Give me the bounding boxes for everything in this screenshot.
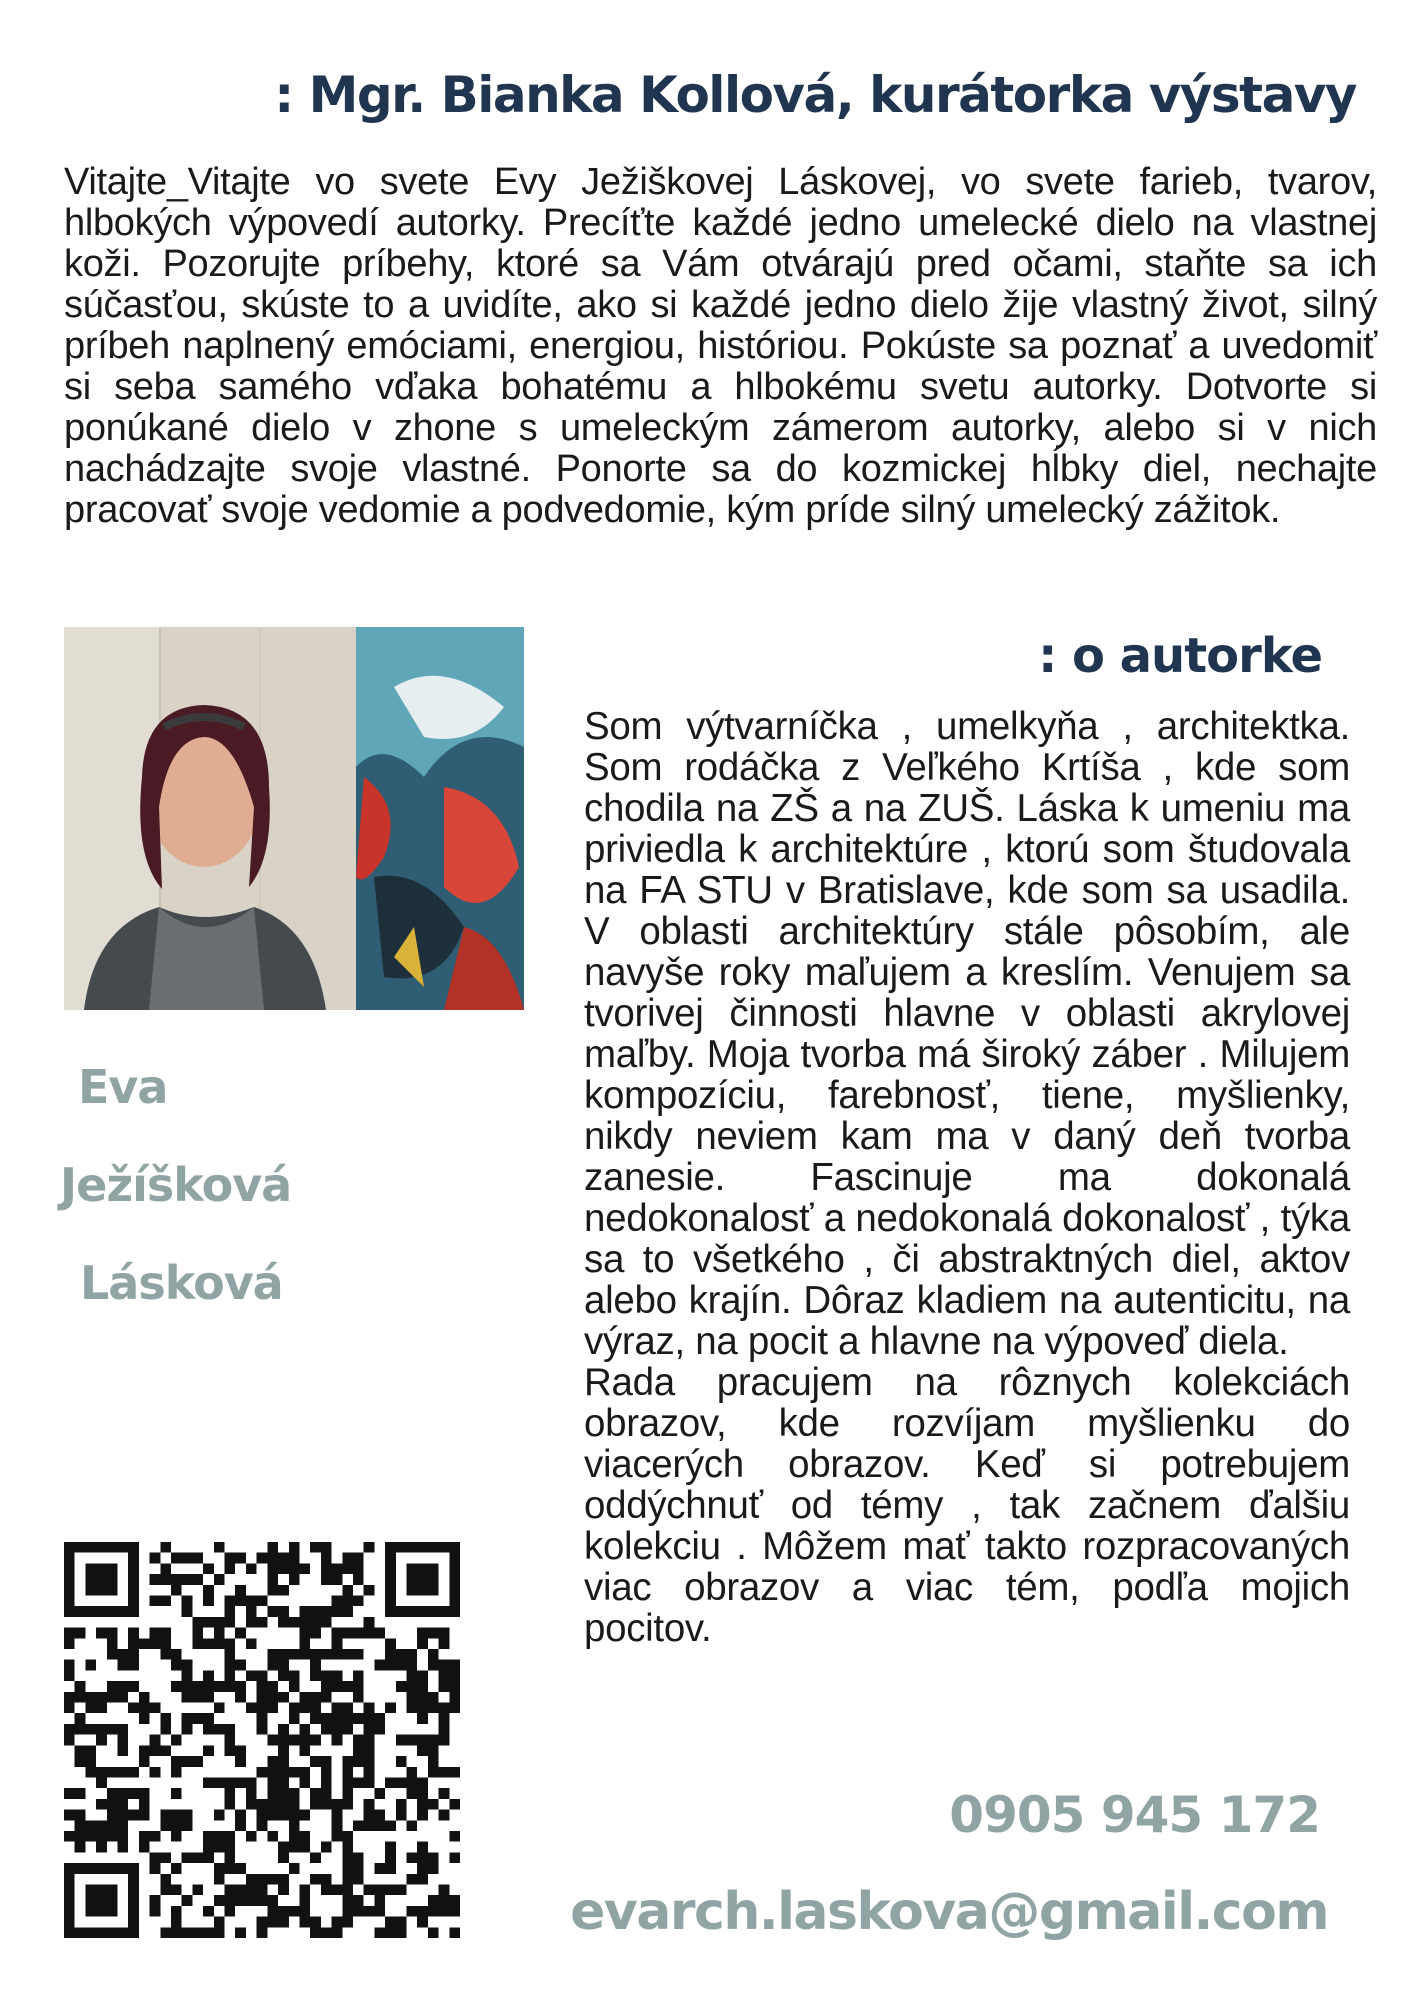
intro-paragraph: Vitajte_Vitajte vo svete Evy Ježiškovej Láskovej, vo svete farieb, tvarov, hlbokých výpovedí autorky. Precíťte každé jedno umelecké dielo na vlastnej koži. Pozorujte príbehy, ktoré sa Vám otvárajú pred očami, staňte sa ich súčasťou, skúste to a uvidíte, ako si každé jedno dielo žije vlastný život, silný príbeh naplnený emóciami, energiou, históriou. Pokúste sa poznať a uvedomiť si seba samého vďaka bohatému a hlbokému svetu autorky. Dotvorte si ponúkané dielo v zhone s umeleckým zámerom autorky, alebo si v nich nachádzajte svoje vlastné. Ponorte sa do kozmickej hĺbky diel, nechajte pracovať svoje vedomie a podvedomie, kým príde silný umelecký zážitok. <box>64 161 1377 531</box>
phone-number[interactable]: 0905 945 172 <box>949 1786 1320 1844</box>
author-photo <box>64 627 524 1010</box>
author-last-name: Lásková <box>80 1256 283 1310</box>
about-paragraph-1: Som výtvarníčka , umelkyňa , architektka. Som rodáčka z Veľkého Krtíša , kde som chodila na ZŠ a na ZUŠ. Láska k umeniu ma priviedla k architektúre , ktorú som študovala na FA STU v Bratislave, kde som sa usadila. V oblasti architektúry stále pôsobím, ale navyše roky maľujem a kreslím. Venujem sa tvorivej činnosti hlavne v oblasti akrylovej maľby. Moja tvorba má široký záber . Milujem kompozíciu, farebnosť, tiene, myšlienky, nikdy neviem kam ma v daný deň tvorba zanesie. Fascinuje ma dokonalá nedokonalosť a nedokonalá dokonalosť , týka sa to všetkého , či abstraktných diel, aktov alebo krajín. Dôraz kladiem na autenticitu, na výraz, na pocit a hlavne na výpoveď diela. <box>584 705 1350 1363</box>
about-text <box>584 706 1350 1649</box>
author-first-name: Eva <box>78 1060 168 1114</box>
about-heading: : o autorke <box>1038 628 1322 684</box>
qr-code[interactable] <box>64 1542 460 1938</box>
author-middle-name: Ježíšková <box>60 1158 292 1212</box>
email-address[interactable]: evarch.laskova@gmail.com <box>570 1882 1328 1942</box>
about-paragraph-2: Rada pracujem na rôznych kolekciách obrazov, kde rozvíjam myšlienku do viacerých obrazov. Keď si potrebujem oddýchnuť od témy , tak začnem ďalšiu kolekciu . Môžem mať takto rozpracovaných viac obrazov a viac tém, podľa mojich pocitov. <box>584 1361 1350 1650</box>
curator-heading: : Mgr. Bianka Kollová, kurátorka výstavy <box>274 66 1356 124</box>
